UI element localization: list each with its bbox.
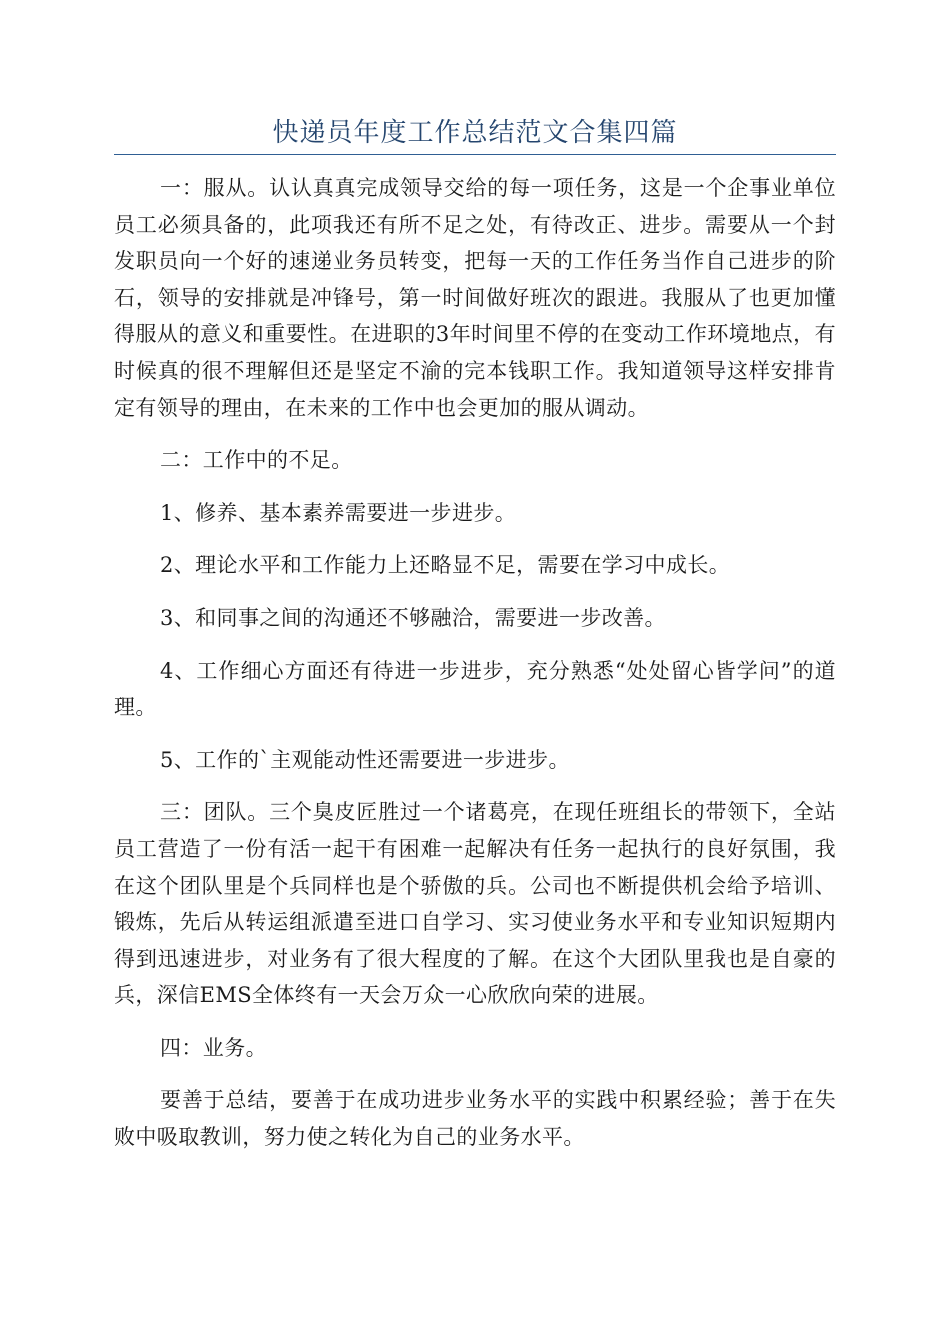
title-underline: [114, 154, 836, 155]
paragraph-team: 三：团队。三个臭皮匠胜过一个诸葛亮，在现任班组长的带领下，全站员工营造了一份有活一起干有困难一起解决有任务一起执行的良好氛围，我在这个团队里是个兵同样也是个骄傲的兵。公司也不断提供机会给予培训、锻炼，先后从转运组派遣至进口自学习、实习使业务水平和专业知识短期内得到迅速进步，对业务有了很大程度的了解。在这个大团队里我也是自豪的兵，深信EMS全体终有一天会万众一心欣欣向荣的进展。: [114, 800, 836, 1008]
list-item-1: 1、修养、基本素养需要进一步进步。: [160, 500, 517, 525]
paragraph-business: 要善于总结，要善于在成功进步业务水平的实践中积累经验；善于在失败中吸取教训，努力使之转化为自己的业务水平。: [114, 1088, 836, 1150]
list-item-4: 4、工作细心方面还有待进一步进步，充分熟悉“处处留心皆学问”的道理。: [114, 658, 836, 720]
list-item-5: 5、工作的`主观能动性还需要进一步进步。: [160, 747, 570, 772]
list-item-2: 2、理论水平和工作能力上还略显不足，需要在学习中成长。: [160, 553, 731, 578]
document-body: [114, 170, 836, 1172]
paragraph-obedience: 一：服从。认认真真完成领导交给的每一项任务，这是一个企事业单位员工必须具备的，此项我还有所不足之处，有待改正、进步。需要从一个封发职员向一个好的速递业务员转变，把每一天的工作任务当作自己进步的阶石，领导的安排就是冲锋号，第一时间做好班次的跟进。我服从了也更加懂得服从的意义和重要性。在进职的3年时间里不停的在变动工作环境地点，有时候真的很不理解但还是坚定不渝的完本钱职工作。我知道领导这样安排肯定有领导的理由，在未来的工作中也会更加的服从调动。: [114, 176, 836, 420]
paragraph-business-heading: 四：业务。: [160, 1035, 267, 1060]
document-title: 快递员年度工作总结范文合集四篇: [272, 118, 678, 148]
list-item-3: 3、和同事之间的沟通还不够融洽，需要进一步改善。: [160, 605, 666, 630]
paragraph-shortcomings-heading: 二：工作中的不足。: [160, 448, 353, 473]
